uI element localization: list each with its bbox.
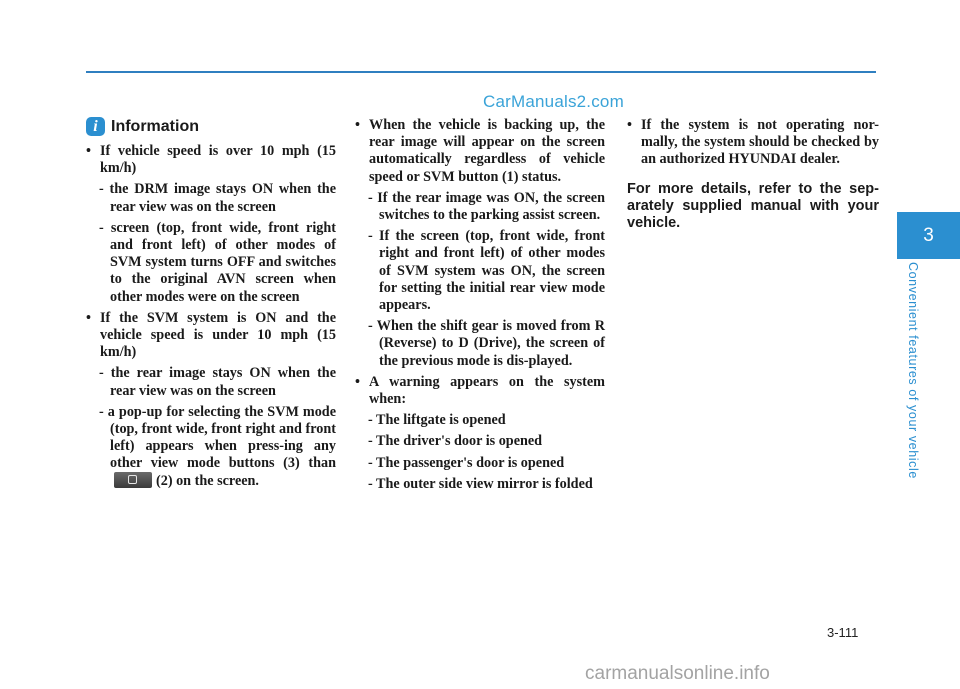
- watermark-footer-link[interactable]: carmanualsonline.info: [585, 663, 770, 684]
- watermark-link[interactable]: CarManuals2.com: [483, 92, 624, 111]
- page-number: 3-111: [827, 625, 859, 640]
- sub-passenger-door: - The passenger's door is opened: [368, 454, 565, 471]
- sub-mirror-folded: - The outer side view mirror is folded: [368, 475, 593, 492]
- sub-rear-image-on: - the rear image stays ON when the rear view was on the screen: [99, 365, 336, 399]
- sub-parking-assist: - If the rear image was ON, the screen switches to the parking assist screen.: [368, 189, 605, 224]
- information-title: Information: [111, 117, 199, 135]
- bullet-backing-up: • When the vehicle is backing up, the rear image will appear on the screen automatically regardless of vehicle speed or SVM button (1) status.: [355, 117, 605, 186]
- column-right: [627, 117, 879, 232]
- chapter-tab: 3: [897, 212, 960, 259]
- sub-liftgate: - The liftgate is opened: [368, 412, 506, 429]
- more-details-note: For more details, refer to the sep-arately supplied manual with your vehicle.: [627, 180, 879, 231]
- info-icon: i: [86, 117, 105, 136]
- popup-text-post: (2) on the screen.: [156, 472, 259, 489]
- bullet-warning: • A warning appears on the system when:: [355, 374, 605, 408]
- sub-other-modes-off: - screen (top, front wide, front right and front left) of other modes of SVM system turns OFF and switches to the original AVN screen when other modes were on the screen: [99, 219, 336, 305]
- chapter-label: Convenient features of your vehicle: [906, 262, 920, 479]
- bullet-not-operating: • If the system is not operating nor-mally, the system should be checked by an authorized HYUNDAI dealer.: [627, 117, 879, 169]
- bullet-speed-over: • If vehicle speed is over 10 mph (15 km/h): [86, 143, 336, 177]
- popup-text-pre: - a pop-up for selecting the SVM mode (top, front wide, front right and front left) appears when press-ing any other view mode buttons (3) than: [99, 403, 336, 472]
- sub-initial-rear-view: - If the screen (top, front wide, front right and front left) of other modes of SVM system was ON, the screen for setting the initial rear view mode appears.: [368, 228, 605, 314]
- sub-drm-image: - the DRM image stays ON when the rear view was on the screen: [99, 181, 336, 215]
- view-mode-button-icon: [114, 472, 152, 488]
- column-left: [86, 117, 336, 494]
- bullet-svm-on: • If the SVM system is ON and the vehicle speed is under 10 mph (15 km/h): [86, 310, 336, 362]
- column-middle: [355, 117, 605, 497]
- sub-driver-door: - The driver's door is opened: [368, 433, 543, 450]
- sub-popup-select: [89, 404, 336, 490]
- header-rule: [86, 71, 876, 73]
- information-heading: [86, 117, 336, 136]
- sub-shift-gear: - When the shift gear is moved from R (Reverse) to D (Drive), the screen of the previous mode is dis-played.: [368, 318, 605, 369]
